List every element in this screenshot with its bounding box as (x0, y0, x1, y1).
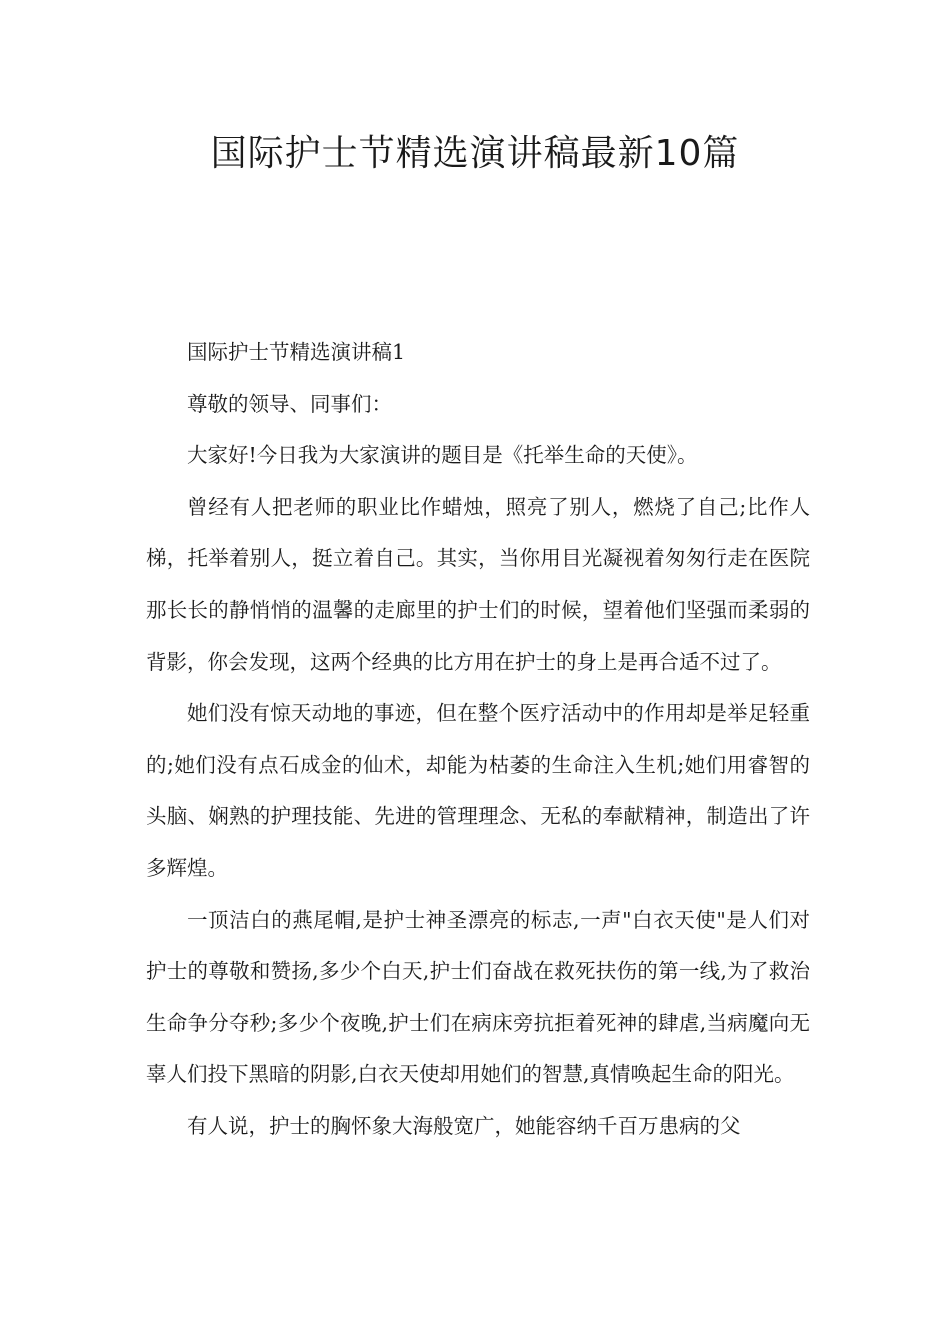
paragraph: 曾经有人把老师的职业比作蜡烛，照亮了别人，燃烧了自己;比作人梯，托举着别人，挺立着自己。其实，当你用目光凝视着匆匆行走在医院那长长的静悄悄的温馨的走廊里的护士们的时候，望着他们坚强而柔弱的背影，你会发现，这两个经典的比方用在护士的身上是再合适不过了。 (146, 494, 810, 674)
paragraph-salutation: 尊敬的领导、同事们： (187, 391, 392, 416)
paragraph: 她们没有惊天动地的事迹，但在整个医疗活动中的作用却是举足轻重的;她们没有点石成金的仙术，却能为枯萎的生命注入生机;她们用睿智的头脑、娴熟的护理技能、先进的管理理念、无私的奉献精神，制造出了许多辉煌。 (146, 701, 810, 880)
document-body (146, 327, 810, 1153)
paragraph: 有人说，护士的胸怀象大海般宽广，她能容纳千百万患病的父 (187, 1113, 741, 1138)
document-title: 国际护士节精选演讲稿最新10篇 (210, 133, 740, 174)
paragraph: 一顶洁白的燕尾帽,是护士神圣漂亮的标志,一声"白衣天使"是人们对护士的尊敬和赞扬,多少个白天,护士们奋战在救死扶伤的第一线,为了救治生命争分夺秒;多少个夜晚,护士们在病床旁抗拒着死神的肆虐,当病魔向无辜人们投下黑暗的阴影,白衣天使却用她们的智慧,真情唤起生命的阳光。 (146, 907, 810, 1087)
paragraph-greeting: 大家好!今日我为大家演讲的题目是《托举生命的天使》。 (187, 443, 698, 468)
paragraph-heading: 国际护士节精选演讲稿1 (187, 340, 406, 364)
